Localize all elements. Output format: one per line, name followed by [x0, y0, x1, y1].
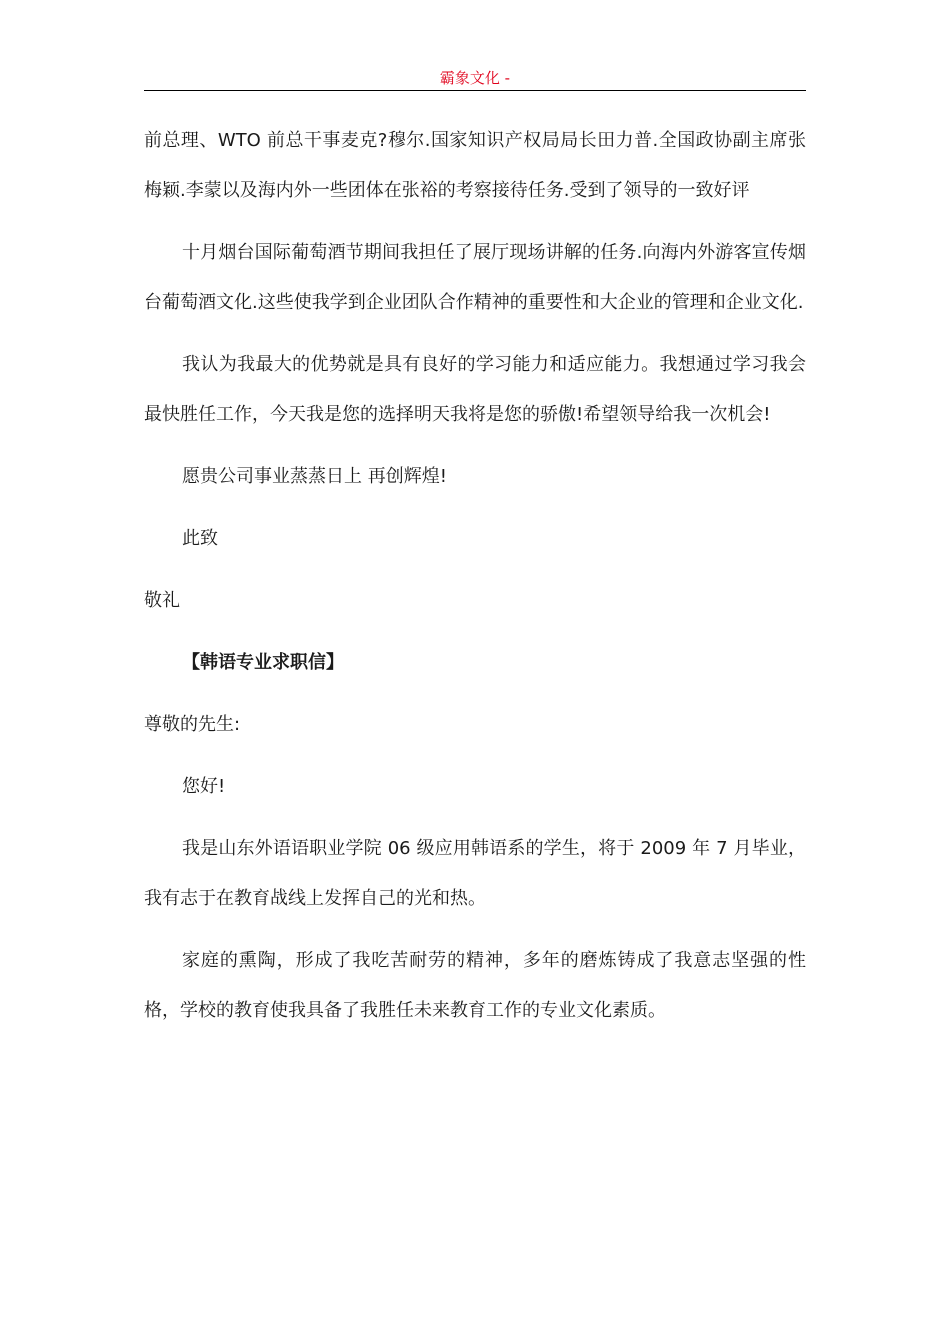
- paragraph-introduction: 我是山东外语语职业学院 06 级应用韩语系的学生，将于 2009 年 7 月毕业，我有志于在教育战线上发挥自己的光和热。: [144, 838, 806, 909]
- closing-jingli: 敬礼: [144, 590, 180, 611]
- header-title: 霸象文化 -: [439, 69, 511, 87]
- salutation: 尊敬的先生:: [144, 714, 241, 735]
- document-body: [144, 116, 806, 1048]
- page-header: [144, 66, 806, 91]
- paragraph-continuation: 前总理、WTO 前总干事麦克?穆尔.国家知识产权局局长田力普.全国政协副主席张梅颖.李蒙以及海内外一些团体在张裕的考察接待任务.受到了领导的一致好评: [144, 130, 806, 201]
- paragraph-wishes: 愿贵公司事业蒸蒸日上 再创辉煌!: [182, 466, 447, 487]
- greeting: 您好!: [182, 776, 226, 797]
- closing-cizhi: 此致: [182, 528, 218, 549]
- paragraph-wine-festival: 十月烟台国际葡萄酒节期间我担任了展厅现场讲解的任务.向海内外游客宣传烟台葡萄酒文化.这些使我学到企业团队合作精神的重要性和大企业的管理和企业文化.: [144, 242, 806, 313]
- section-heading: 【韩语专业求职信】: [182, 652, 344, 673]
- paragraph-strengths: 我认为我最大的优势就是具有良好的学习能力和适应能力。我想通过学习我会最快胜任工作，今天我是您的选择明天我将是您的骄傲!希望领导给我一次机会!: [144, 354, 806, 425]
- paragraph-background: 家庭的熏陶，形成了我吃苦耐劳的精神，多年的磨炼铸成了我意志坚强的性格，学校的教育使我具备了我胜任未来教育工作的专业文化素质。: [144, 950, 806, 1021]
